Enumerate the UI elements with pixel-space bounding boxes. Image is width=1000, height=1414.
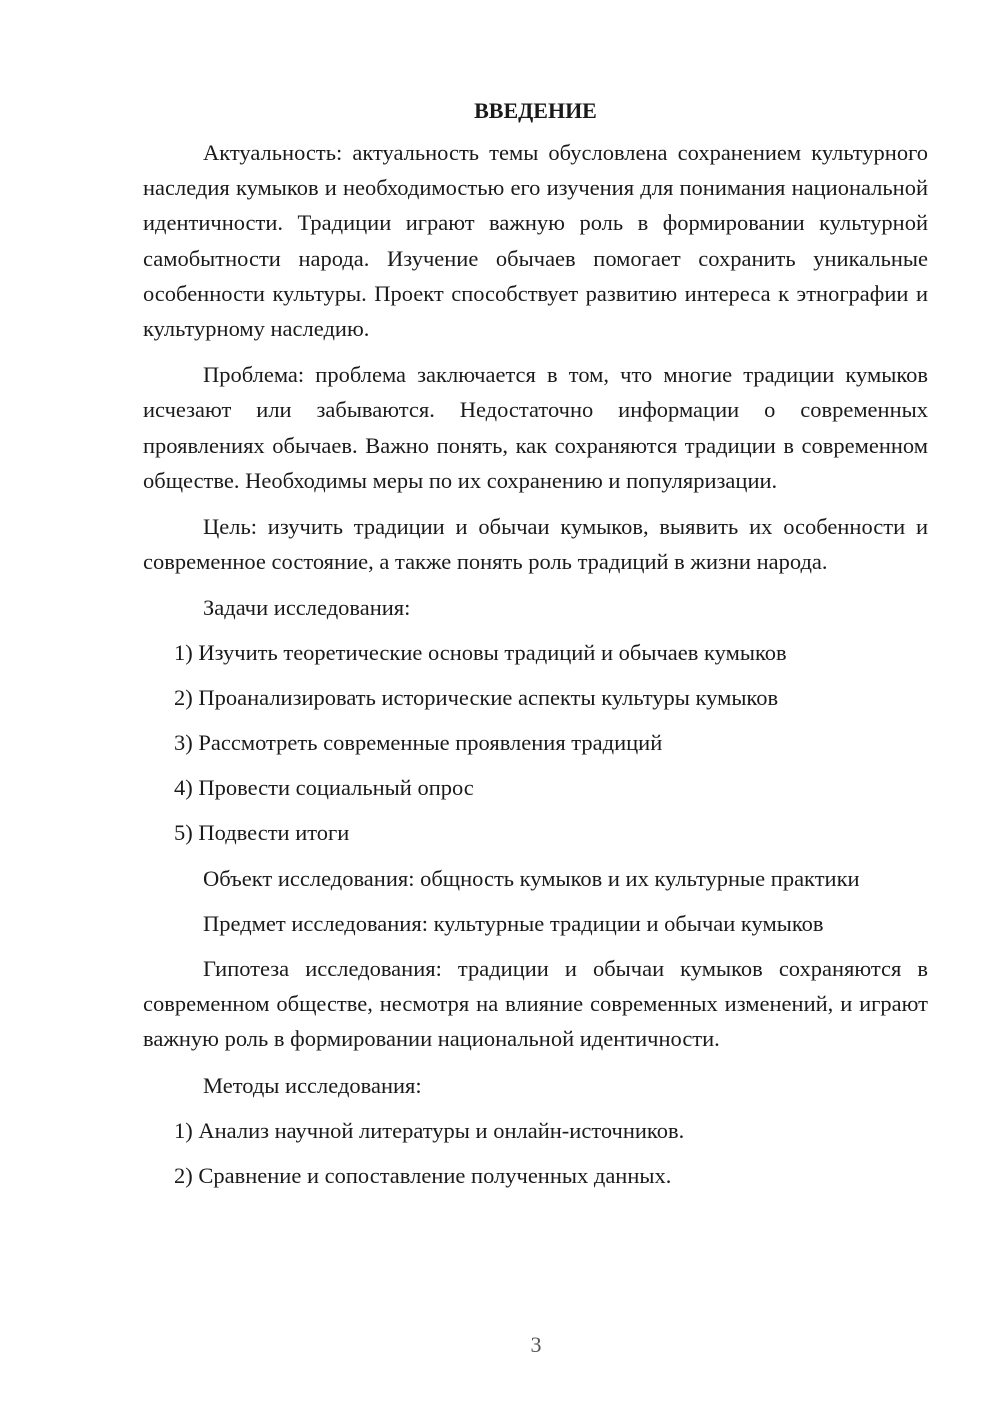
document-page: [143, 95, 928, 1193]
task-item-3: 3) Рассмотреть современные проявления традиций: [174, 730, 663, 756]
task-item-4: 4) Провести социальный опрос: [174, 775, 474, 801]
task-item-5: 5) Подвести итоги: [174, 820, 350, 846]
subject-paragraph: Предмет исследования: культурные традиции и обычаи кумыков: [203, 910, 824, 936]
page-number: 3: [530, 1332, 542, 1357]
task-item-2: 2) Проанализировать исторические аспекты культуры кумыков: [174, 684, 779, 710]
object-paragraph: Объект исследования: общность кумыков и их культурные практики: [203, 865, 860, 891]
tasks-heading: Задачи исследования:: [203, 595, 411, 621]
method-item-2: 2) Сравнение и сопоставление полученных данных.: [174, 1163, 672, 1189]
method-item-1: 1) Анализ научной литературы и онлайн-источников.: [174, 1117, 685, 1143]
problem-paragraph: Проблема: проблема заключается в том, что многие традиции кумыков исчезают или забываются. Недостаточно информации о современных проявлениях обычаев. Важно понять, как сохраняются традиции в современном обществе. Необходимы меры по их сохранению и популяризации.: [143, 362, 928, 493]
hypothesis-paragraph: Гипотеза исследования: традиции и обычаи кумыков сохраняются в современном обществе, несмотря на влияние современных изменений, и играют важную роль в формировании национальной идентичности.: [143, 956, 928, 1052]
goal-paragraph: Цель: изучить традиции и обычаи кумыков, выявить их особенности и современное состояние, а также понять роль традиций в жизни народа.: [143, 514, 928, 575]
task-item-1: 1) Изучить теоретические основы традиций и обычаев кумыков: [174, 639, 787, 665]
methods-heading: Методы исследования:: [203, 1072, 422, 1098]
section-title: ВВЕДЕНИЕ: [474, 98, 597, 123]
relevance-paragraph: Актуальность: актуальность темы обусловлена сохранением культурного наследия кумыков и необходимостью его изучения для понимания национальной идентичности. Традиции играют важную роль в формировании культурной самобытности народа. Изучение обычаев помогает сохранить уникальные особенности культуры. Проект способствует развитию интереса к этнографии и культурному наследию.: [143, 140, 928, 342]
